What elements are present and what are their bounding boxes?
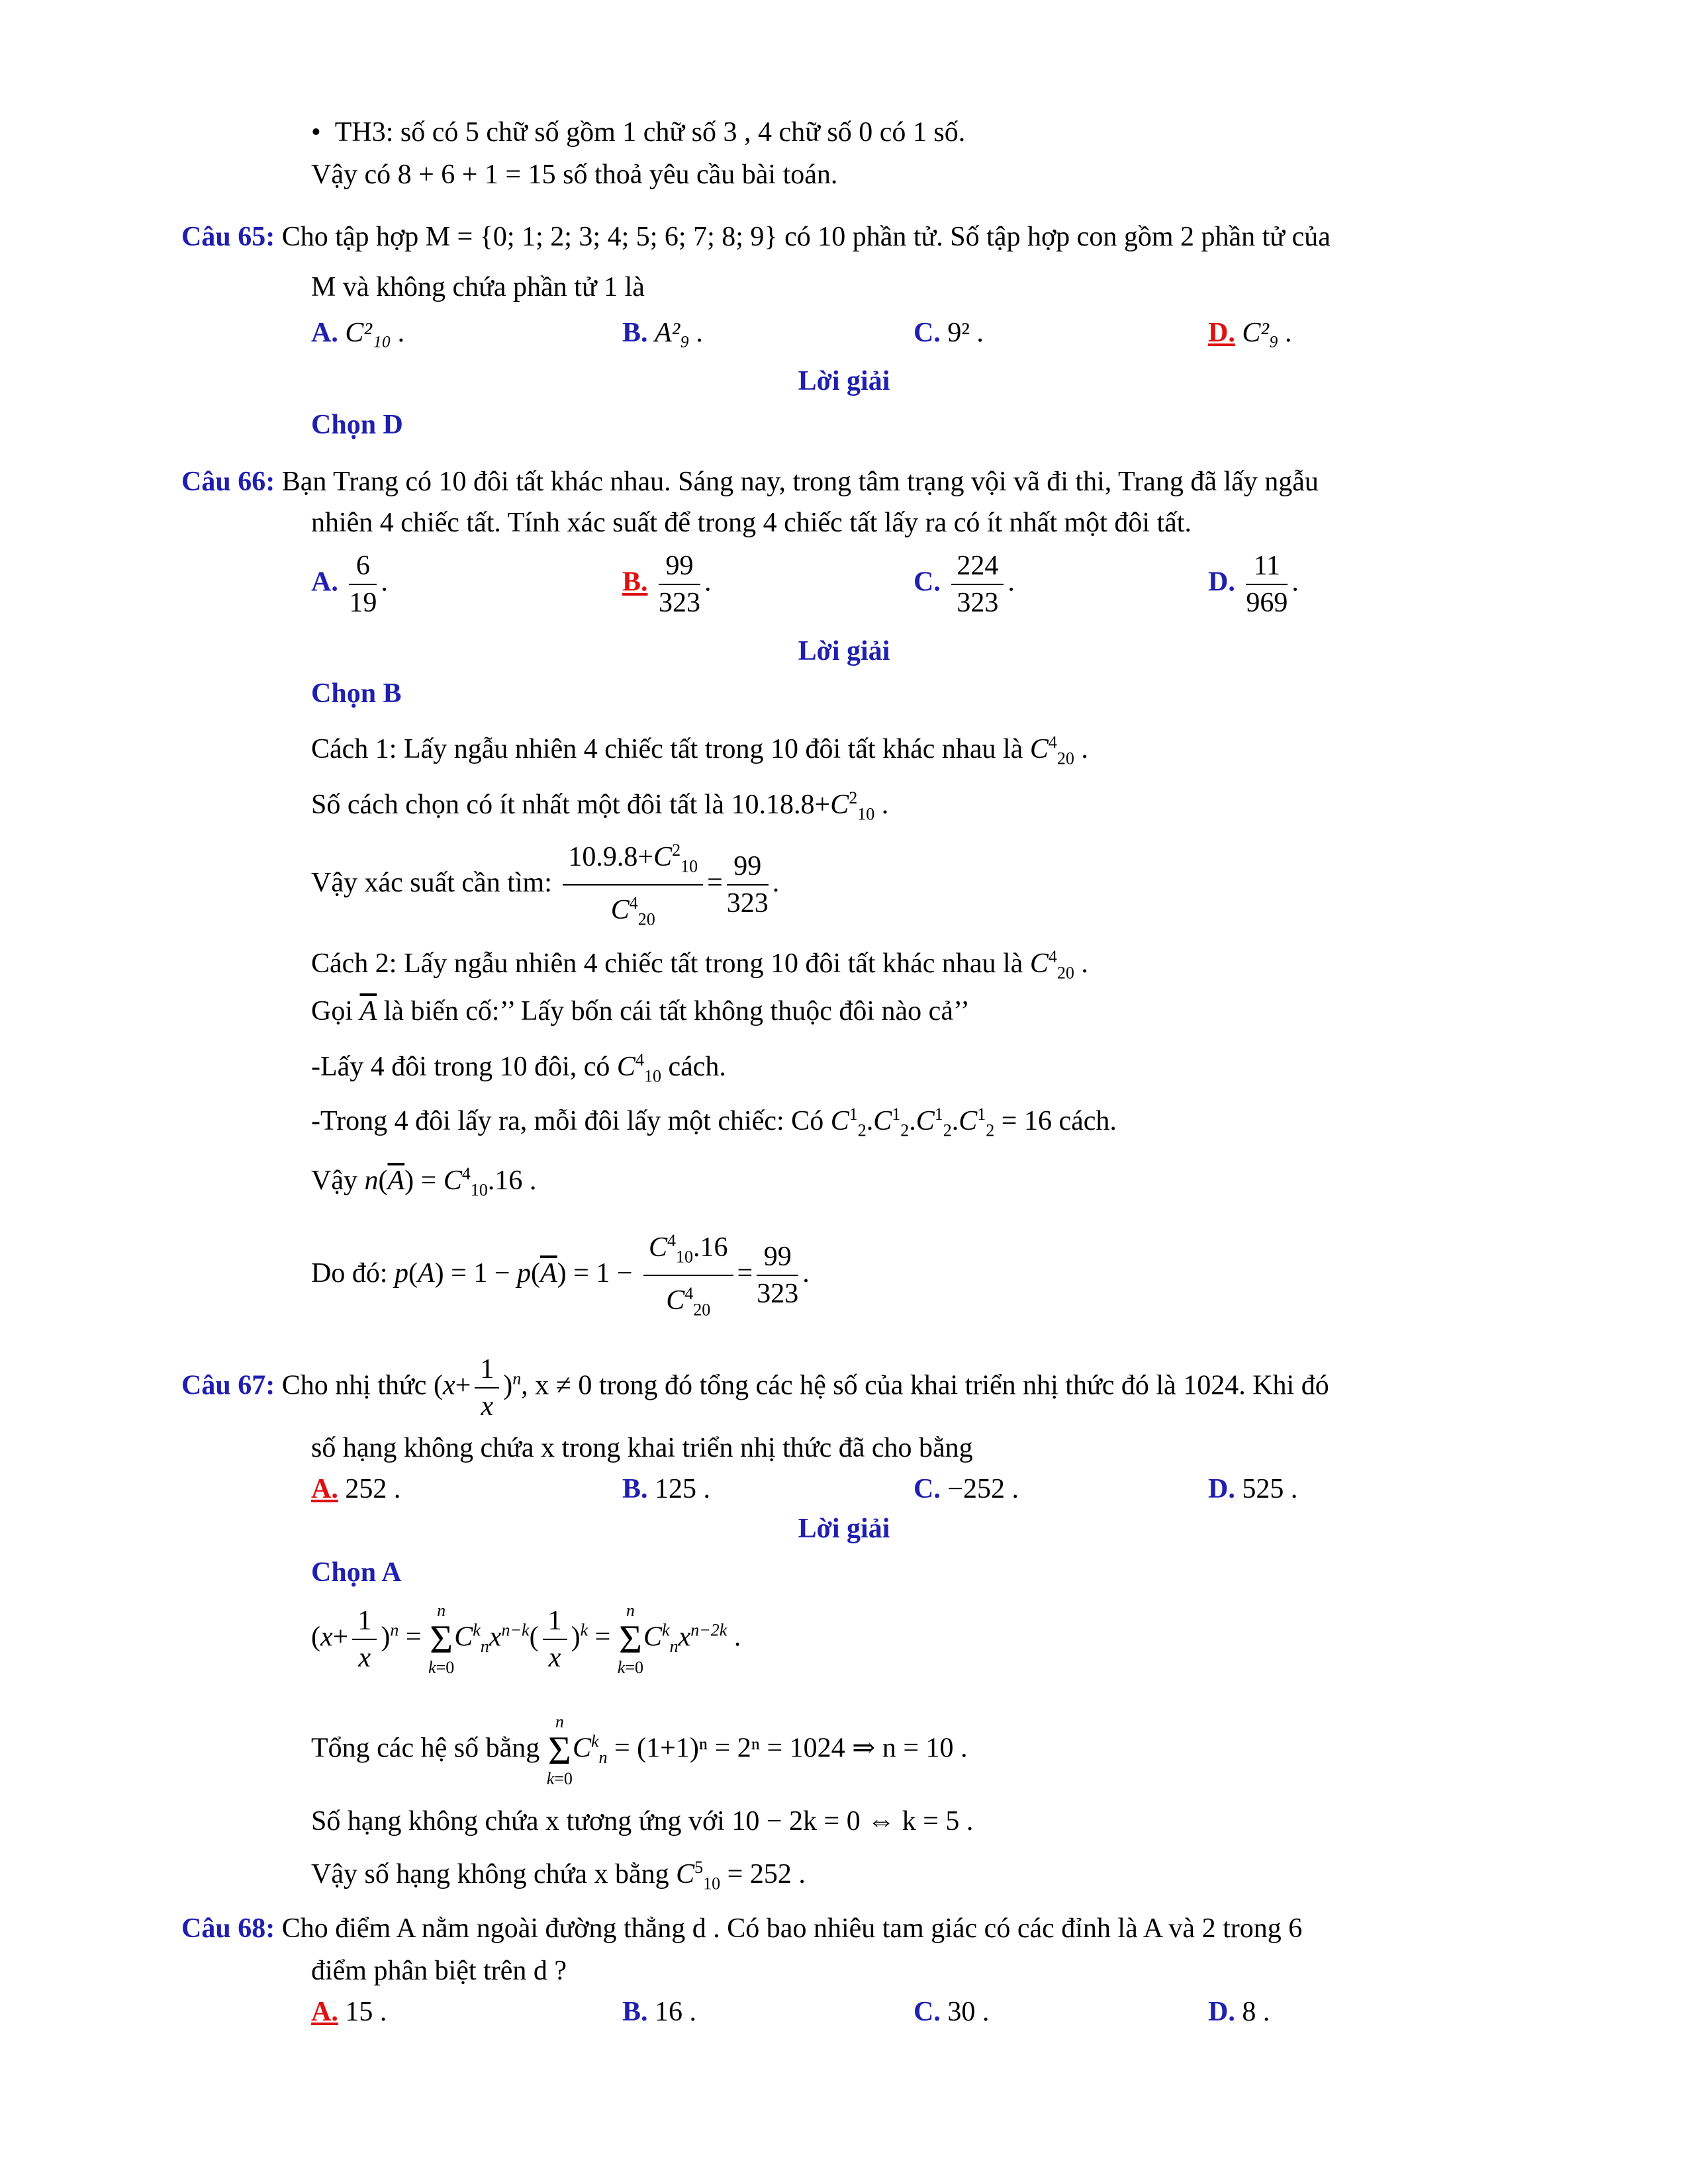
method2-line4: -Trong 4 đôi lấy ra, mỗi đôi lấy một chiếc: Có $C^1_2.C^1_2.C^1_2.C^1_2 = 16$ cách. xyxy=(311,1105,1117,1140)
option-d[interactable]: D. $\frac{11}{969}$ . xyxy=(1208,548,1299,621)
option-b[interactable]: B. A²₉ . xyxy=(622,318,704,348)
option-c[interactable]: C. 30 . xyxy=(914,1997,990,2027)
answer-choice: Chọn B xyxy=(311,678,402,709)
question-67-cont: số hạng không chứa x trong khai triển nhị thức đã cho bằng xyxy=(311,1433,973,1463)
option-b[interactable]: B. 16 . xyxy=(622,1997,697,2027)
option-b-correct[interactable]: B. $\frac{99}{323}$ . xyxy=(622,548,712,621)
method2-line2: Gọi $\overline{A}$ là biến cố:’’ Lấy bốn cái tất không thuộc đôi nào cả’’ xyxy=(311,996,970,1026)
question-65: Câu 65: Cho tập hợp M = {0; 1; 2; 3; 4; 5; 6; 7; 8; 9} có 10 phần tử. Số tập hợp con gồm 2 phần tử của xyxy=(181,222,1331,252)
bullet-th3: • TH3: số có 5 chữ số gồm 1 chữ số 3 , 4 chữ số 0 có 1 số. xyxy=(311,117,966,148)
question-label: Câu 65: xyxy=(181,222,275,252)
method2-line3: -Lấy 4 đôi trong 10 đôi, có $C^4_{10}$ cách. xyxy=(311,1050,726,1086)
option-a-correct[interactable]: A. 15 . xyxy=(311,1997,387,2027)
option-d[interactable]: D. 525 . xyxy=(1208,1474,1298,1504)
question-65-cont: M và không chứa phần tử 1 là xyxy=(311,272,645,302)
question-label: Câu 68: xyxy=(181,1913,275,1944)
answer-choice: Chọn A xyxy=(311,1557,402,1588)
question-67: Câu 67: Cho nhị thức (x+ $\frac{1}{x}$ )$^n$, x ≠ 0 trong đó tổng các hệ số của khai triển nhị thức đó là 1024. Khi đó xyxy=(181,1351,1329,1424)
question-68-cont: điểm phân biệt trên d ? xyxy=(311,1956,567,1986)
method1-line3: Vậy xác suất cần tìm: $\frac{10.9.8+C^2_{10}}{C^4_{20}}$ = $\frac{99}{323}$ . xyxy=(311,833,779,938)
question-label: Câu 66: xyxy=(181,467,275,497)
constant-term-value: Vậy số hạng không chứa x bằng $C^5_{10} = 252$ . xyxy=(311,1858,806,1893)
option-b[interactable]: B. 125 . xyxy=(622,1474,711,1504)
method1-line2: Số cách chọn có ít nhất một đôi tất là $10.18.8+C^2_{10}$ . xyxy=(311,788,889,824)
constant-term-condition: Số hạng không chứa x tương ứng với 10 − 2k = 0 ⇔ k = 5 . xyxy=(311,1806,974,1837)
solution-title: Lời giải xyxy=(798,636,890,666)
method2-line1: Cách 2: Lấy ngẫu nhiên 4 chiếc tất trong 10 đôi tất khác nhau là $C^4_{20}$ . xyxy=(311,947,1088,983)
bullet-icon: • xyxy=(311,117,335,148)
option-a[interactable]: A. $\frac{6}{19}$ . xyxy=(311,548,388,621)
question-68: Câu 68: Cho điểm A nằm ngoài đường thẳng d . Có bao nhiêu tam giác có các đỉnh là A và 2 trong 6 xyxy=(181,1913,1303,1944)
coefficient-sum: Tổng các hệ số bằng n Σ $k=0C^k_n = (1+1)^n = 2^n = 1024$ ⇒ n = 10 . xyxy=(311,1712,968,1788)
option-d[interactable]: D. 8 . xyxy=(1208,1997,1270,2027)
answer-choice: Chọn D xyxy=(311,410,403,440)
question-66-cont: nhiên 4 chiếc tất. Tính xác suất để trong 4 chiếc tất lấy ra có ít nhất một đôi tất. xyxy=(311,508,1192,538)
option-c[interactable]: C. $\frac{224}{323}$ . xyxy=(914,548,1015,621)
method2-line5: Vậy $n(\overline{A}) = C^4_{10}.16$ . xyxy=(311,1164,537,1200)
solution-title: Lời giải xyxy=(798,366,890,396)
intro-summary: Vậy có 8 + 6 + 1 = 15 số thoả yêu cầu bài toán. xyxy=(311,159,838,190)
solution-title: Lời giải xyxy=(798,1514,890,1544)
option-c[interactable]: C. 9² . xyxy=(914,318,984,348)
question-label: Câu 67: xyxy=(181,1370,275,1401)
option-c[interactable]: C. −252 . xyxy=(914,1474,1019,1504)
option-d-correct[interactable]: D. C²₉ . xyxy=(1208,318,1293,348)
option-a-correct[interactable]: A. 252 . xyxy=(311,1474,401,1504)
method1-line1: Cách 1: Lấy ngẫu nhiên 4 chiếc tất trong 10 đôi tất khác nhau là $C^4_{20}$ . xyxy=(311,733,1088,768)
method2-line6: Do đó: $p(A) = 1 - p(\overline{A}) = 1$ − $\frac{C^4_{10}.16}{C^4_{20}}$ = $\frac{99}{323}$ . xyxy=(311,1223,810,1328)
question-66: Câu 66: Bạn Trang có 10 đôi tất khác nhau. Sáng nay, trong tâm trạng vội vã đi thi, Trang đã lấy ngẫu xyxy=(181,467,1319,497)
expansion-formula: (x+ $\frac{1}{x}$ )$^n$ = n Σ $k=0C^k_nx^{n-k}$( $\frac{1}{x}$ )$^k$ = n Σ $k=0C^k_nx^{n-2k}$ . xyxy=(311,1601,741,1677)
option-a[interactable]: A. C²₁₀ . xyxy=(311,318,406,348)
